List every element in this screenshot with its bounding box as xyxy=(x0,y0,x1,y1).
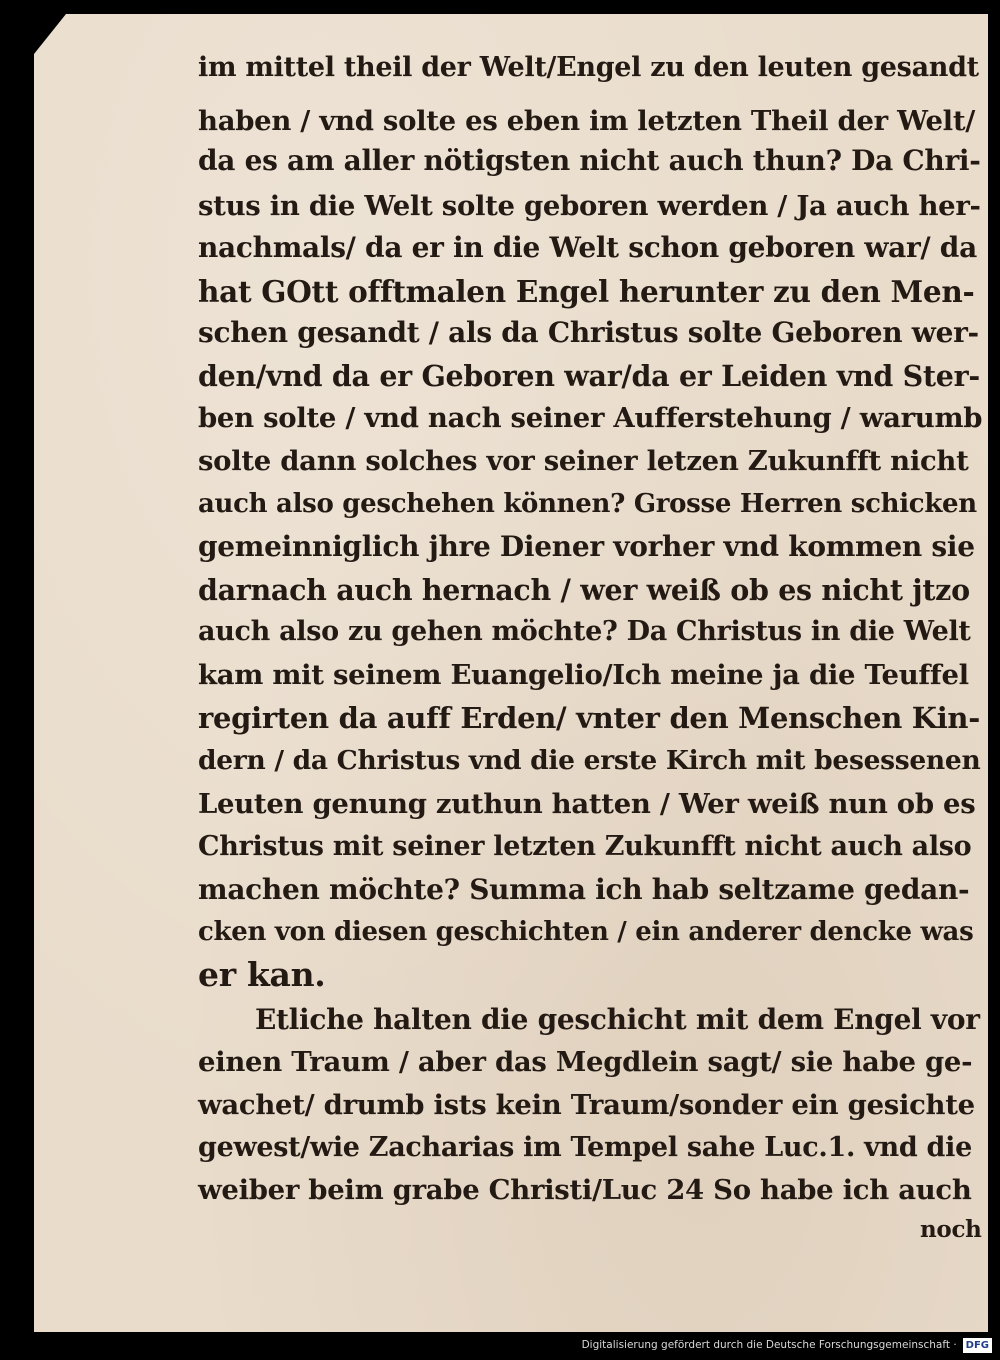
dfg-logo-icon: DFG xyxy=(963,1338,992,1353)
text-line: gemeinniglich jhre Diener vorher vnd kommen sie xyxy=(198,530,975,563)
text-line: weiber beim grabe Christi/Luc 24 So habe ich auch xyxy=(198,1174,972,1206)
text-line: kam mit seinem Euangelio/Ich meine ja die Teuffel xyxy=(198,659,969,691)
text-line: wachet/ drumb ists kein Traum/sonder ein gesichte xyxy=(198,1089,975,1121)
text-line: auch also geschehen können? Grosse Herren schicken xyxy=(198,489,977,519)
text-line: einen Traum / aber das Megdlein sagt/ sie habe ge- xyxy=(198,1046,973,1078)
text-line: den/vnd da er Geboren war/da er Leiden vnd Ster- xyxy=(198,359,980,393)
text-line: er kan. xyxy=(198,955,326,994)
text-line: haben / vnd solte es eben im letzten Theil der Welt/ xyxy=(198,105,975,137)
text-line: hat GOtt offtmalen Engel herunter zu den Men- xyxy=(198,274,975,309)
text-line: Leuten genung zuthun hatten / Wer weiß nun ob es xyxy=(198,788,976,820)
text-line: Etliche halten die geschicht mit dem Engel vor xyxy=(255,1003,980,1036)
text-line: solte dann solches vor seiner letzen Zukunfft nicht xyxy=(198,445,969,477)
text-line: dern / da Christus vnd die erste Kirch mit besessenen xyxy=(198,745,981,776)
text-line: darnach auch hernach / wer weiß ob es nicht jtzo xyxy=(198,573,970,607)
digitization-credit xyxy=(582,1336,992,1354)
text-line: gewest/wie Zacharias im Tempel sahe Luc.1. vnd die xyxy=(198,1132,972,1163)
text-line: cken von diesen geschichten / ein anderer dencke was xyxy=(198,917,974,947)
text-line: Christus mit seiner letzten Zukunfft nicht auch also xyxy=(198,831,972,862)
text-line: ben solte / vnd nach seiner Aufferstehung / warumb xyxy=(198,402,983,434)
catchword: noch xyxy=(920,1216,982,1243)
text-line: im mittel theil der Welt/Engel zu den leuten gesandt xyxy=(198,52,979,83)
text-line: da es am aller nötigsten nicht auch thun? Da Chri- xyxy=(198,144,981,177)
text-line: nachmals/ da er in die Welt schon geboren war/ da xyxy=(198,231,977,264)
text-line: schen gesandt / als da Christus solte Geboren wer- xyxy=(198,316,979,349)
text-line: machen möchte? Summa ich hab seltzame gedan- xyxy=(198,873,970,906)
text-line: auch also zu gehen möchte? Da Christus in die Welt xyxy=(198,616,971,647)
text-line: stus in die Welt solte geboren werden / Ja auch her- xyxy=(198,190,981,222)
text-line: regirten da auff Erden/ vnter den Menschen Kin- xyxy=(198,701,980,735)
credit-text: Digitalisierung gefördert durch die Deutsche Forschungsgemeinschaft · xyxy=(581,1339,957,1351)
